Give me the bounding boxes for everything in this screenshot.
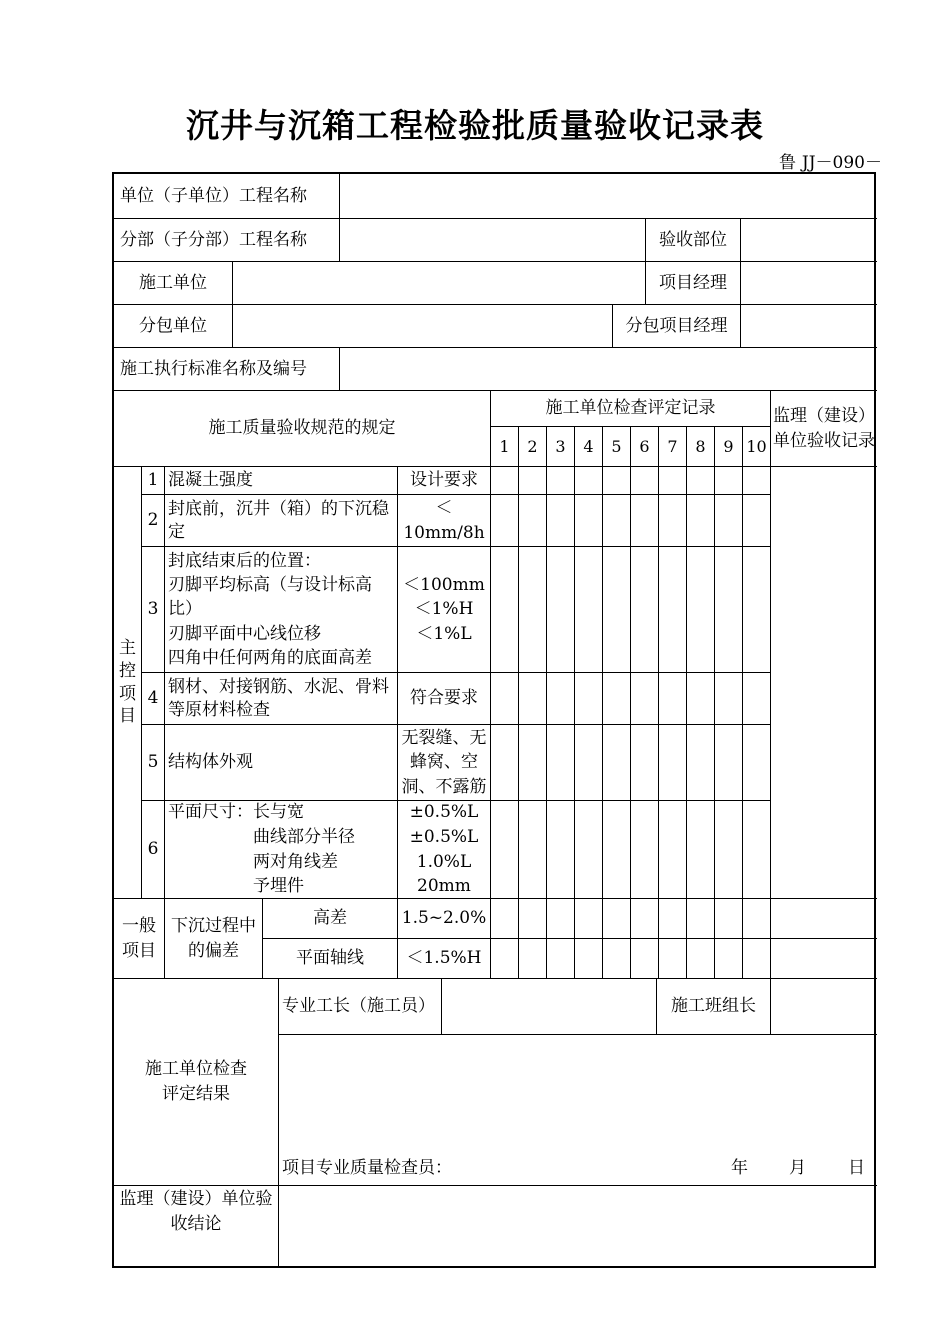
construction-result-area[interactable] (278, 1034, 877, 1185)
check-cell[interactable] (658, 724, 686, 800)
date-day: 日 (848, 1158, 865, 1179)
check-number-9: 9 (714, 426, 742, 466)
supervision-conclusion-label: 监理（建设）单位验收结论 (114, 1185, 278, 1268)
sub-project-name-field[interactable] (339, 218, 645, 261)
check-cell[interactable] (714, 898, 742, 938)
check-cell[interactable] (518, 672, 546, 724)
check-number-3: 3 (546, 426, 574, 466)
check-cell[interactable] (714, 466, 742, 494)
check-cell[interactable] (686, 800, 714, 898)
check-cell[interactable] (574, 724, 602, 800)
check-cell[interactable] (686, 546, 714, 672)
general-supervision-record-2[interactable] (770, 938, 877, 978)
check-cell[interactable] (658, 466, 686, 494)
check-cell[interactable] (630, 546, 658, 672)
check-cell[interactable] (490, 546, 518, 672)
check-cell[interactable] (658, 898, 686, 938)
date-month: 月 (789, 1158, 806, 1179)
check-cell[interactable] (630, 898, 658, 938)
standard-name-field[interactable] (339, 347, 877, 390)
check-cell[interactable] (658, 800, 686, 898)
check-cell[interactable] (574, 898, 602, 938)
main-item-1: 混凝土强度 (164, 466, 397, 494)
form-title: 沉井与沉箱工程检验批质量验收记录表 (186, 106, 764, 145)
subcontract-unit-field[interactable] (232, 304, 612, 347)
general-req-1: 1.5~2.0% (397, 898, 490, 938)
check-cell[interactable] (714, 800, 742, 898)
check-cell[interactable] (490, 898, 518, 938)
check-cell[interactable] (686, 898, 714, 938)
check-records-header: 施工单位检查评定记录 (490, 390, 770, 426)
check-cell[interactable] (546, 494, 574, 546)
main-req-2: ＜10mm/8h (397, 494, 490, 546)
check-number-8: 8 (686, 426, 714, 466)
check-cell[interactable] (686, 672, 714, 724)
check-cell[interactable] (686, 938, 714, 978)
check-cell[interactable] (686, 724, 714, 800)
main-req-1: 设计要求 (397, 466, 490, 494)
subcontract-unit-label: 分包单位 (114, 304, 232, 347)
main-item-5: 结构体外观 (164, 724, 397, 800)
general-item-2: 平面轴线 (262, 938, 397, 978)
general-items-label: 一般项目 (114, 898, 164, 978)
check-cell[interactable] (630, 466, 658, 494)
main-item-no-5: 5 (141, 724, 164, 800)
check-cell[interactable] (630, 672, 658, 724)
check-cell[interactable] (602, 724, 630, 800)
check-cell[interactable] (546, 724, 574, 800)
main-req-3: ＜100mm ＜1%H ＜1%L (397, 546, 490, 672)
main-supervision-record[interactable] (770, 466, 877, 898)
check-cell[interactable] (630, 494, 658, 546)
check-cell[interactable] (490, 724, 518, 800)
construction-result-label: 施工单位检查评定结果 (114, 978, 278, 1185)
main-req-5: 无裂缝、无蜂窝、空洞、不露筋 (397, 724, 490, 800)
check-number-10: 10 (742, 426, 770, 466)
check-cell[interactable] (742, 494, 770, 546)
main-item-4: 钢材、对接钢筋、水泥、骨料等原材料检查 (164, 672, 397, 724)
supervision-header: 监理（建设）单位验收记录 (770, 390, 877, 466)
check-cell[interactable] (518, 898, 546, 938)
general-group-label: 下沉过程中的偏差 (164, 898, 262, 978)
check-cell[interactable] (574, 800, 602, 898)
form-code-number: JJ－090－ (801, 153, 882, 173)
check-number-6: 6 (630, 426, 658, 466)
construction-unit-label: 施工单位 (114, 261, 232, 304)
acceptance-part-label: 验收部位 (645, 218, 740, 261)
check-cell[interactable] (714, 494, 742, 546)
main-item-no-6: 6 (141, 800, 164, 898)
check-cell[interactable] (518, 938, 546, 978)
check-cell[interactable] (518, 546, 546, 672)
check-cell[interactable] (518, 724, 546, 800)
date-year: 年 (731, 1158, 748, 1179)
check-cell[interactable] (602, 898, 630, 938)
main-item-no-3: 3 (141, 546, 164, 672)
check-cell[interactable] (742, 898, 770, 938)
main-req-6: ±0.5%L ±0.5%L 1.0%L 20mm (397, 800, 490, 898)
general-supervision-record-1[interactable] (770, 898, 877, 938)
check-cell[interactable] (686, 494, 714, 546)
check-cell[interactable] (490, 494, 518, 546)
unit-project-name-label: 单位（子单位）工程名称 (120, 185, 307, 206)
spec-rules-header: 施工质量验收规范的规定 (114, 390, 490, 466)
check-cell[interactable] (546, 938, 574, 978)
foreman-label: 专业工长（施工员） (278, 978, 441, 1034)
check-cell[interactable] (630, 938, 658, 978)
check-cell[interactable] (630, 800, 658, 898)
check-cell[interactable] (714, 672, 742, 724)
sub-project-name-label: 分部（子分部）工程名称 (114, 218, 339, 261)
check-number-1: 1 (490, 426, 518, 466)
unit-project-name-field[interactable] (339, 174, 877, 218)
check-cell[interactable] (574, 466, 602, 494)
check-cell[interactable] (658, 938, 686, 978)
main-item-2: 封底前，沉井（箱）的下沉稳定 (164, 494, 397, 546)
check-cell[interactable] (602, 546, 630, 672)
standard-name-label: 施工执行标准名称及编号 (114, 347, 339, 390)
project-manager-field[interactable] (740, 261, 877, 304)
check-cell[interactable] (602, 672, 630, 724)
project-manager-label: 项目经理 (645, 261, 740, 304)
main-items-label: 主控项目 (114, 466, 141, 898)
check-cell[interactable] (686, 466, 714, 494)
acceptance-form-table (112, 172, 876, 1268)
check-number-5: 5 (602, 426, 630, 466)
check-cell[interactable] (742, 938, 770, 978)
team-leader-field[interactable] (770, 978, 877, 1034)
check-cell[interactable] (742, 466, 770, 494)
check-cell[interactable] (742, 800, 770, 898)
check-cell[interactable] (546, 546, 574, 672)
check-cell[interactable] (546, 898, 574, 938)
main-item-6: 平面尺寸：长与宽 曲线部分半径 两对角线差 予埋件 (164, 800, 397, 898)
check-cell[interactable] (658, 672, 686, 724)
check-cell[interactable] (490, 800, 518, 898)
subcontract-manager-label: 分包项目经理 (612, 304, 740, 347)
check-cell[interactable] (602, 494, 630, 546)
main-item-no-4: 4 (141, 672, 164, 724)
check-cell[interactable] (714, 546, 742, 672)
check-cell[interactable] (518, 466, 546, 494)
supervision-conclusion-field[interactable] (278, 1185, 877, 1268)
check-cell[interactable] (574, 546, 602, 672)
main-req-4: 符合要求 (397, 672, 490, 724)
main-item-3: 封底结束后的位置： 刃脚平均标高（与设计标高比） 刃脚平面中心线位移 四角中任何两角的底面高差 (164, 546, 397, 672)
check-cell[interactable] (518, 800, 546, 898)
team-leader-label: 施工班组长 (656, 978, 770, 1034)
check-number-4: 4 (574, 426, 602, 466)
check-cell[interactable] (574, 938, 602, 978)
check-cell[interactable] (546, 466, 574, 494)
check-cell[interactable] (714, 724, 742, 800)
form-code (779, 148, 882, 173)
check-cell[interactable] (546, 800, 574, 898)
main-item-no-1: 1 (141, 466, 164, 494)
check-cell[interactable] (490, 672, 518, 724)
general-item-1: 高差 (262, 898, 397, 938)
check-cell[interactable] (742, 546, 770, 672)
foreman-field[interactable] (441, 978, 656, 1034)
check-number-7: 7 (658, 426, 686, 466)
check-cell[interactable] (602, 466, 630, 494)
check-cell[interactable] (574, 672, 602, 724)
check-cell[interactable] (574, 494, 602, 546)
check-cell[interactable] (742, 724, 770, 800)
subcontract-manager-field[interactable] (740, 304, 877, 347)
check-cell[interactable] (658, 546, 686, 672)
check-cell[interactable] (490, 938, 518, 978)
general-req-2: ＜1.5%H (397, 938, 490, 978)
inspector-label: 项目专业质量检查员： (282, 1158, 452, 1179)
check-cell[interactable] (602, 800, 630, 898)
check-cell[interactable] (630, 724, 658, 800)
check-cell[interactable] (658, 494, 686, 546)
check-cell[interactable] (602, 938, 630, 978)
check-cell[interactable] (546, 672, 574, 724)
acceptance-part-field[interactable] (740, 218, 877, 261)
main-item-no-2: 2 (141, 494, 164, 546)
form-code-prefix: 鲁 (779, 153, 796, 173)
construction-unit-field[interactable] (232, 261, 645, 304)
check-cell[interactable] (714, 938, 742, 978)
check-number-2: 2 (518, 426, 546, 466)
check-cell[interactable] (742, 672, 770, 724)
check-cell[interactable] (518, 494, 546, 546)
check-cell[interactable] (490, 466, 518, 494)
